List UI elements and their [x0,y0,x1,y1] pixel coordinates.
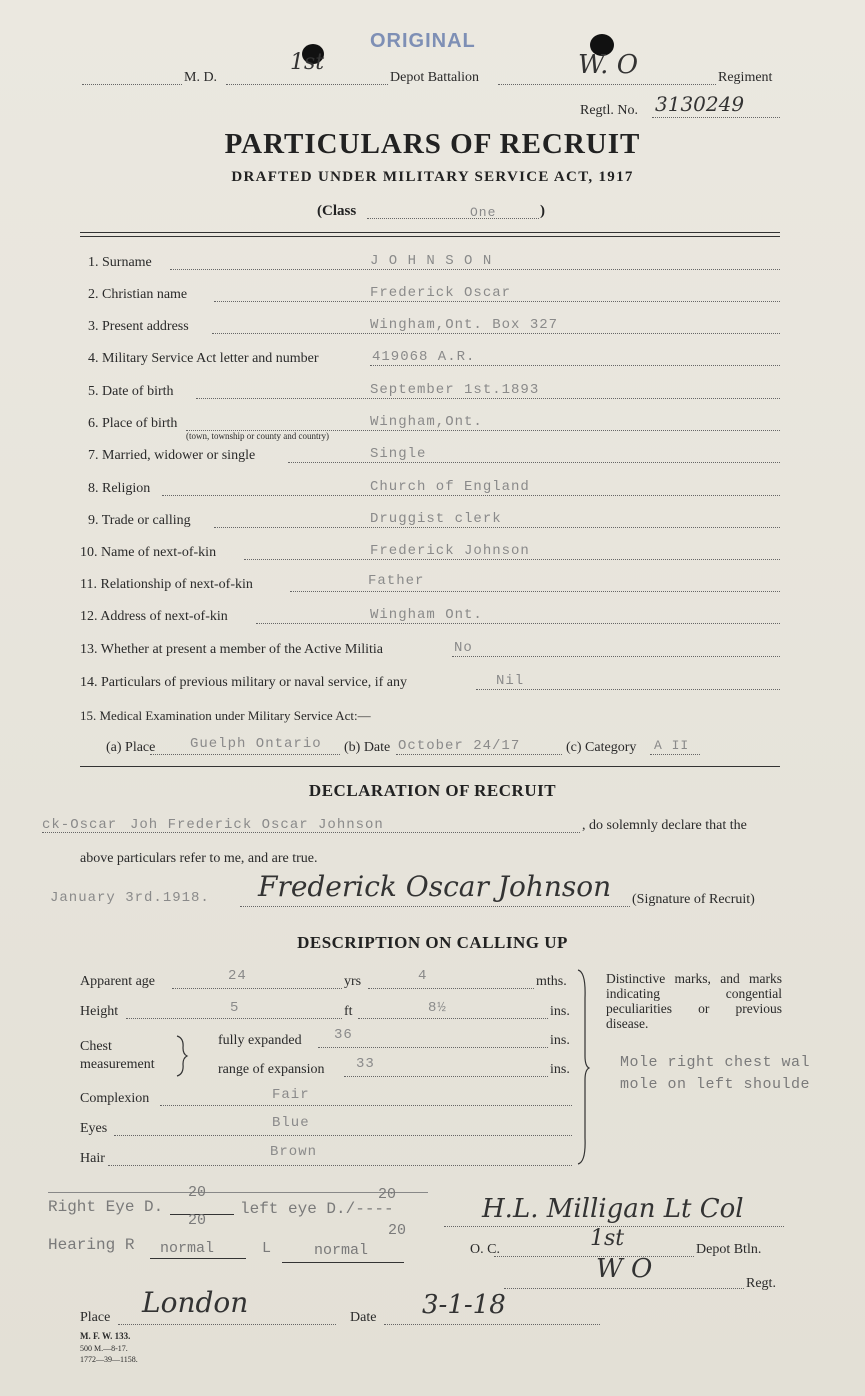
recruit-signature: Frederick Oscar Johnson [258,870,612,903]
class-label: (Class [317,203,357,219]
trade-label: 9. Trade or calling [88,513,191,528]
complexion-value: Fair [272,1087,310,1103]
msa-number-value: 419068 A.R. [372,349,476,365]
depot-btln-label: Depot Btln. [696,1242,762,1257]
feet-label: ft [344,1004,353,1019]
left-eye-numerator: 20 [378,1186,397,1203]
original-stamp: ORIGINAL [370,30,476,52]
regiment-label: Regiment [718,70,773,85]
medical-category-label: (c) Category [566,740,637,755]
depot-battalion-label: Depot Battalion [390,70,480,85]
distinctive-marks-heading: Distinctive marks, and marks indicating congential peculiarities or previous disease. [606,971,782,1031]
hair-value: Brown [270,1144,318,1160]
place-value: London [142,1286,249,1319]
declaration-strike: ck-Oscar [42,817,118,833]
religion-label: 8. Religion [88,481,151,496]
relationship-label: 11. Relationship of next-of-kin [80,577,253,592]
present-address-value: Wingham,Ont. Box 327 [370,317,559,333]
declaration-name: Joh Frederick Oscar Johnson [130,817,384,833]
date-label: Date [350,1310,377,1325]
oc-label: O. C. [470,1242,500,1257]
years-label: yrs [344,974,362,989]
marks-brace [574,968,590,1166]
previous-service-label: 14. Particulars of previous military or naval service, if any [80,675,407,690]
fully-expanded-value: 36 [334,1027,353,1043]
right-eye-numerator: 20 [188,1184,207,1201]
kin-address-value: Wingham Ont. [370,607,483,623]
christian-name-label: 2. Christian name [88,287,188,302]
complexion-label: Complexion [80,1091,150,1106]
description-heading: DESCRIPTION ON CALLING UP [297,933,568,952]
relationship-value: Father [368,573,425,589]
hearing-left-value: normal [314,1242,369,1259]
hearing-left-label: L [262,1240,272,1257]
officer-signature: H.L. Milligan Lt Col [482,1194,744,1224]
age-months: 4 [418,968,428,984]
hair-label: Hair [80,1151,105,1166]
hearing-label: Hearing R [48,1236,135,1254]
next-of-kin-label: 10. Name of next-of-kin [80,545,217,560]
medical-date-label: (b) Date [344,740,391,755]
right-eye-denominator: 20 [188,1212,207,1229]
regtl-no-value: 3130249 [655,92,745,116]
religion-value: Church of England [370,479,530,495]
print-line-1: 500 M.—8-17. [80,1344,128,1353]
hearing-right-value: normal [160,1240,215,1257]
oc-value: 1st [590,1226,625,1251]
chest-brace [174,1034,190,1078]
trade-value: Druggist clerk [370,511,502,527]
declaration-line2: above particulars refer to me, and are true. [80,851,318,866]
surname-value: J O H N S O N [370,253,493,269]
christian-name-value: Frederick Oscar [370,285,512,301]
distinctive-mark-2: mole on left shoulde [620,1076,811,1093]
class-value: One [470,205,497,220]
place-of-birth-label: 6. Place of birth [88,416,178,431]
declaration-text: , do solemnly declare that the [582,818,747,833]
height-label: Height [80,1004,119,1019]
kin-address-label: 12. Address of next-of-kin [80,609,228,624]
form-number: M. F. W. 133. [80,1331,131,1341]
range-expansion-value: 33 [356,1056,375,1072]
eyes-value: Blue [272,1115,310,1131]
chest-label: Chest [80,1039,112,1054]
inches-label-2: ins. [550,1033,570,1048]
declaration-heading: DECLARATION OF RECRUIT [308,781,557,800]
regtl-no-label: Regtl. No. [580,103,638,118]
chest-measurement-label: measurement [80,1057,155,1072]
range-expansion-label: range of expansion [218,1062,325,1077]
regt-value: W O [596,1254,653,1284]
msa-number-label: 4. Military Service Act letter and number [88,351,319,366]
marital-status-value: Single [370,446,427,462]
inches-label-3: ins. [550,1062,570,1077]
height-feet: 5 [230,1000,240,1016]
militia-value: No [454,640,473,656]
next-of-kin-value: Frederick Johnson [370,543,530,559]
present-address-label: 3. Present address [88,319,189,334]
months-label: mths. [536,974,567,989]
left-eye-denominator: 20 [388,1222,407,1239]
medical-date-value: October 24/17 [398,738,521,754]
place-of-birth-value: Wingham,Ont. [370,414,483,430]
regiment-value: W. O [578,50,639,80]
place-label: Place [80,1310,111,1325]
medical-heading: 15. Medical Examination under Military Service Act:— [80,708,371,723]
age-label: Apparent age [80,974,156,989]
class-close: ) [540,203,545,219]
print-line-2: 1772—39—1158. [80,1355,138,1364]
left-eye-label: left eye D./---- [240,1200,394,1218]
declaration-date: January 3rd.1918. [50,890,210,906]
date-value: 3-1-18 [422,1290,506,1320]
regt-label: Regt. [746,1276,776,1291]
militia-label: 13. Whether at present a member of the Active Militia [80,642,383,657]
right-eye-label: Right Eye D. [48,1198,164,1216]
medical-place-label: (a) Place [106,740,156,755]
date-of-birth-value: September 1st.1893 [370,382,540,398]
distinctive-mark-1: Mole right chest wal [620,1054,811,1071]
inches-label: ins. [550,1004,570,1019]
md-value: 1st [290,50,325,75]
fully-expanded-label: fully expanded [218,1033,302,1048]
surname-label: 1. Surname [88,255,152,270]
medical-category-value: A II [654,738,690,753]
form-title: PARTICULARS OF RECRUIT [224,128,641,160]
height-inches: 8½ [428,1000,447,1016]
marital-status-label: 7. Married, widower or single [88,448,256,463]
place-of-birth-note: (town, township or county and country) [186,431,329,441]
md-label: M. D. [184,70,218,85]
eyes-label: Eyes [80,1121,108,1136]
date-of-birth-label: 5. Date of birth [88,384,174,399]
medical-place-value: Guelph Ontario [190,736,322,752]
form-subtitle: DRAFTED UNDER MILITARY SERVICE ACT, 1917 [231,169,634,185]
signature-label: (Signature of Recruit) [632,892,755,907]
age-years: 24 [228,968,247,984]
previous-service-value: Nil [496,673,525,689]
